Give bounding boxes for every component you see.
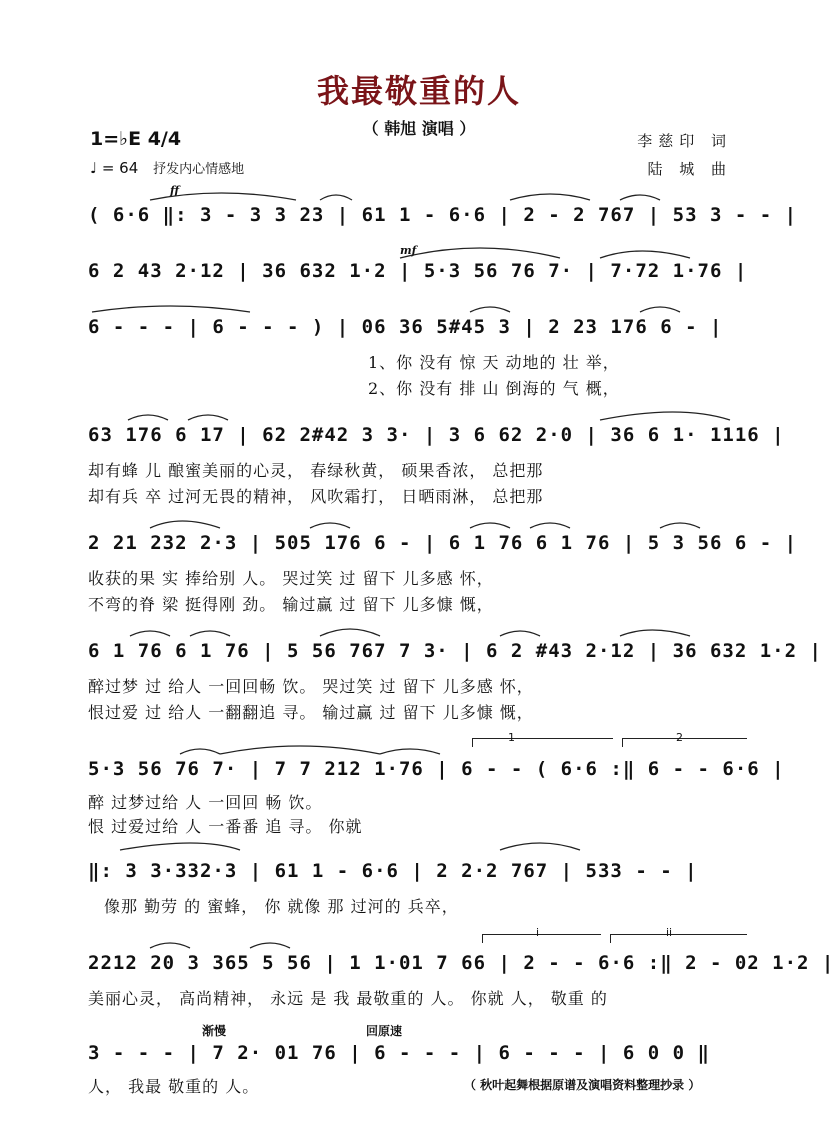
slur	[600, 251, 690, 258]
volta-number-2: 2	[676, 731, 683, 744]
song-title: 我最敬重的人	[316, 72, 521, 110]
lyric-line-10: 人， 我最 敬重的 人。	[88, 1077, 260, 1096]
lyric-line-7-verse-1: 醉 过梦过给 人 一回回 畅 饮。	[88, 793, 323, 812]
composer-credit: 陆 城 曲	[647, 160, 732, 178]
expression-text: 抒发内心情感地	[153, 162, 245, 177]
slur	[500, 843, 580, 850]
lyric-line-6-verse-2: 恨过爱 过 给人 一翻翻追 寻。 输过赢 过 留下 儿多慷 慨，	[88, 703, 534, 722]
ritardando-mark: 渐慢	[202, 1024, 227, 1038]
lyric-line-6-verse-1: 醉过梦 过 给人 一回回畅 饮。 哭过笑 过 留下 儿多感 怀，	[88, 677, 534, 696]
lyric-line-3-verse-1: 1、你 没有 惊 天 动地的 壮 举，	[368, 353, 620, 372]
slur	[250, 943, 290, 948]
slur	[380, 749, 440, 754]
volta-number-1: 1	[508, 731, 515, 744]
dynamic-mf: mf	[400, 244, 417, 257]
slur	[640, 307, 680, 312]
notation-line-10: 3 - - - | 7 2· 01 76 | 6 - - - | 6 - - - | 6 0 0 ‖	[88, 1042, 710, 1064]
notation-line-9: 2212 20 3 365 5 56 | 1 1·01 7 66 | 2 - - 6·6 :‖ 2 - 02 1·2 |	[88, 952, 835, 974]
slur	[620, 195, 660, 200]
a-tempo-mark: 回原速	[366, 1024, 403, 1038]
slur	[600, 412, 730, 420]
notation-line-6: 6 1 76 6 1 76 | 5 56 767 7 3· | 6 2 #43 2·12 | 36 632 1·2 |	[88, 640, 822, 662]
slur	[400, 248, 560, 258]
lyric-line-8: 像那 勤劳 的 蜜蜂， 你 就像 那 过河的 兵卒，	[104, 897, 459, 916]
slur	[620, 630, 690, 636]
notation-line-4: 63 176 6 17 | 62 2#42 3 3· | 3 6 62 2·0 | 36 6 1· 1116 |	[88, 424, 785, 446]
dynamic-ff: ff	[170, 184, 180, 197]
transcription-note: （ 秋叶起舞根据原谱及演唱资料整理抄录 ）	[464, 1078, 701, 1092]
slur	[320, 195, 352, 200]
lyric-line-4-verse-1: 却有蜂 儿 酿蜜美丽的心灵， 春绿秋黄， 硕果香浓， 总把那	[88, 461, 544, 480]
slur	[530, 523, 570, 528]
lyric-line-5-verse-2: 不弯的脊 梁 挺得刚 劲。 输过赢 过 留下 儿多慷 慨，	[88, 595, 494, 614]
lyric-line-7-verse-2: 恨 过爱过给 人 一番番 追 寻。 你就	[88, 817, 363, 836]
slur	[310, 523, 350, 528]
notation-line-2: 6 2 43 2·12 | 36 632 1·2 | 5·3 56 76 7· | 7·72 1·76 |	[88, 260, 748, 282]
slur	[130, 631, 170, 636]
slur	[150, 943, 190, 948]
slur	[220, 746, 380, 754]
slur	[470, 307, 510, 312]
key-signature: 1=♭E 4/4	[90, 128, 182, 150]
slur	[470, 523, 510, 528]
slur	[500, 631, 540, 636]
singer-credit: （ 韩旭 演唱 ）	[362, 119, 476, 138]
slur	[510, 194, 590, 200]
notation-line-8: ‖: 3 3·332·3 | 61 1 - 6·6 | 2 2·2 767 | 533 - - |	[88, 860, 698, 882]
notation-line-1: ( 6·6 ‖: 3 - 3 3 23 | 61 1 - 6·6 | 2 - 2 767 | 53 3 - - |	[88, 204, 798, 226]
notation-line-5: 2 21 232 2·3 | 505 176 6 - | 6 1 76 6 1 76 | 5 3 56 6 - |	[88, 532, 798, 554]
notation-line-3: 6 - - - | 6 - - - ) | 06 36 5#45 3 | 2 23 176 6 - |	[88, 316, 723, 338]
notation-line-7: 5·3 56 76 7· | 7 7 212 1·76 | 6 - - ( 6·6 :‖ 6 - - 6·6 |	[88, 758, 785, 780]
slur	[660, 523, 700, 528]
slur	[150, 521, 220, 528]
lyric-line-4-verse-2: 却有兵 卒 过河无畏的精神， 风吹霜打， 日晒雨淋， 总把那	[88, 487, 544, 506]
slur	[128, 415, 168, 420]
volta-number-i: i	[536, 926, 540, 939]
volta-number-ii: ii	[666, 926, 673, 939]
slur	[92, 306, 250, 312]
slur	[150, 193, 296, 200]
slur	[180, 749, 220, 754]
lyric-line-9: 美丽心灵， 高尚精神， 永远 是 我 最敬重的 人。 你就 人， 敬重 的	[88, 989, 608, 1008]
slur	[320, 629, 380, 636]
slur	[190, 631, 230, 636]
tempo-value: ♩ = 64	[90, 159, 139, 177]
lyricist-credit: 李慈印 词	[637, 132, 732, 150]
slur	[120, 843, 240, 850]
lyric-line-3-verse-2: 2、你 没有 排 山 倒海的 气 概，	[368, 379, 620, 398]
lyric-line-5-verse-1: 收获的果 实 捧给别 人。 哭过笑 过 留下 儿多感 怀，	[88, 569, 494, 588]
slur	[188, 415, 228, 420]
